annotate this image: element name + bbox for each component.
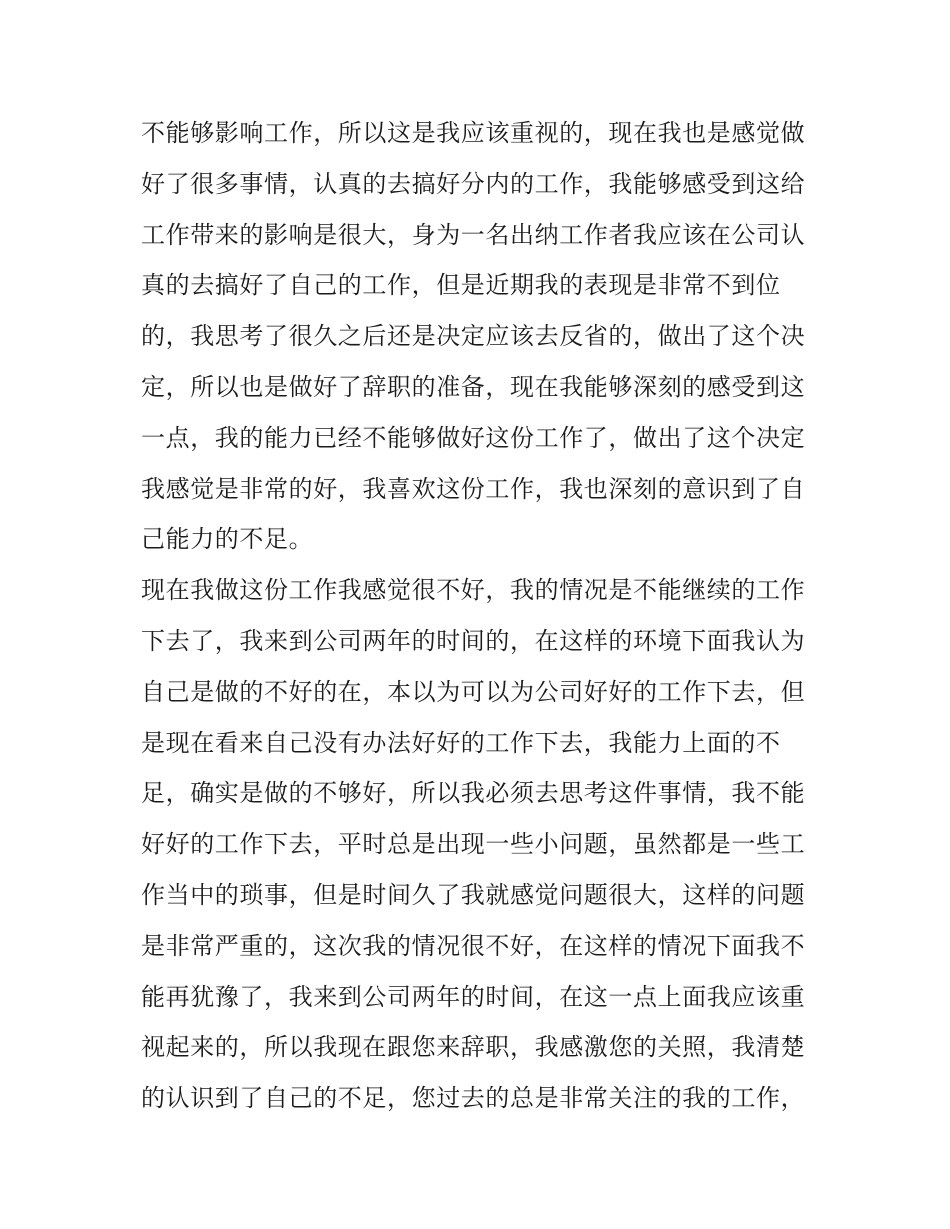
text-line: 真的去搞好了自己的工作，但是近期我的表现是非常不到位 bbox=[141, 271, 781, 300]
text-line: 己能力的不足。 bbox=[141, 525, 314, 554]
text-line: 一点，我的能力已经不能够做好这份工作了，做出了这个决定 bbox=[141, 423, 806, 452]
text-line: 不能够影响工作，所以这是我应该重视的，现在我也是感觉做 bbox=[141, 119, 806, 147]
text-line: 是现在看来自己没有办法好好的工作下去，我能力上面的不 bbox=[141, 728, 781, 757]
text-line: 能再犹豫了，我来到公司两年的时间，在这一点上面我应该重 bbox=[141, 982, 806, 1011]
text-line: 自己是做的不好的在，本以为可以为公司好好的工作下去，但 bbox=[141, 677, 806, 706]
text-line: 的认识到了自己的不足，您过去的总是非常关注的我的工作， bbox=[141, 1084, 806, 1113]
text-line: 工作带来的影响是很大，身为一名出纳工作者我应该在公司认 bbox=[141, 220, 806, 249]
text-line: 好好的工作下去，平时总是出现一些小问题，虽然都是一些工 bbox=[141, 830, 806, 859]
text-line: 视起来的，所以我现在跟您来辞职，我感激您的关照，我清楚 bbox=[141, 1033, 806, 1062]
text-line: 好了很多事情，认真的去搞好分内的工作，我能够感受到这给 bbox=[141, 169, 806, 198]
text-line: 作当中的琐事，但是时间久了我就感觉问题很大，这样的问题 bbox=[141, 880, 806, 909]
text-line: 下去了，我来到公司两年的时间的，在这样的环境下面我认为 bbox=[141, 626, 806, 655]
text-line: 定，所以也是做好了辞职的准备，现在我能够深刻的感受到这 bbox=[141, 372, 806, 401]
body-text bbox=[141, 108, 821, 1124]
text-line: 我感觉是非常的好，我喜欢这份工作，我也深刻的意识到了自 bbox=[141, 474, 806, 503]
text-line: 现在我做这份工作我感觉很不好，我的情况是不能继续的工作 bbox=[141, 576, 806, 605]
text-line: 的，我思考了很久之后还是决定应该去反省的，做出了这个决 bbox=[141, 322, 806, 351]
text-line: 是非常严重的，这次我的情况很不好，在这样的情况下面我不 bbox=[141, 931, 806, 960]
text-line: 足，确实是做的不够好，所以我必须去思考这件事情，我不能 bbox=[141, 779, 806, 808]
